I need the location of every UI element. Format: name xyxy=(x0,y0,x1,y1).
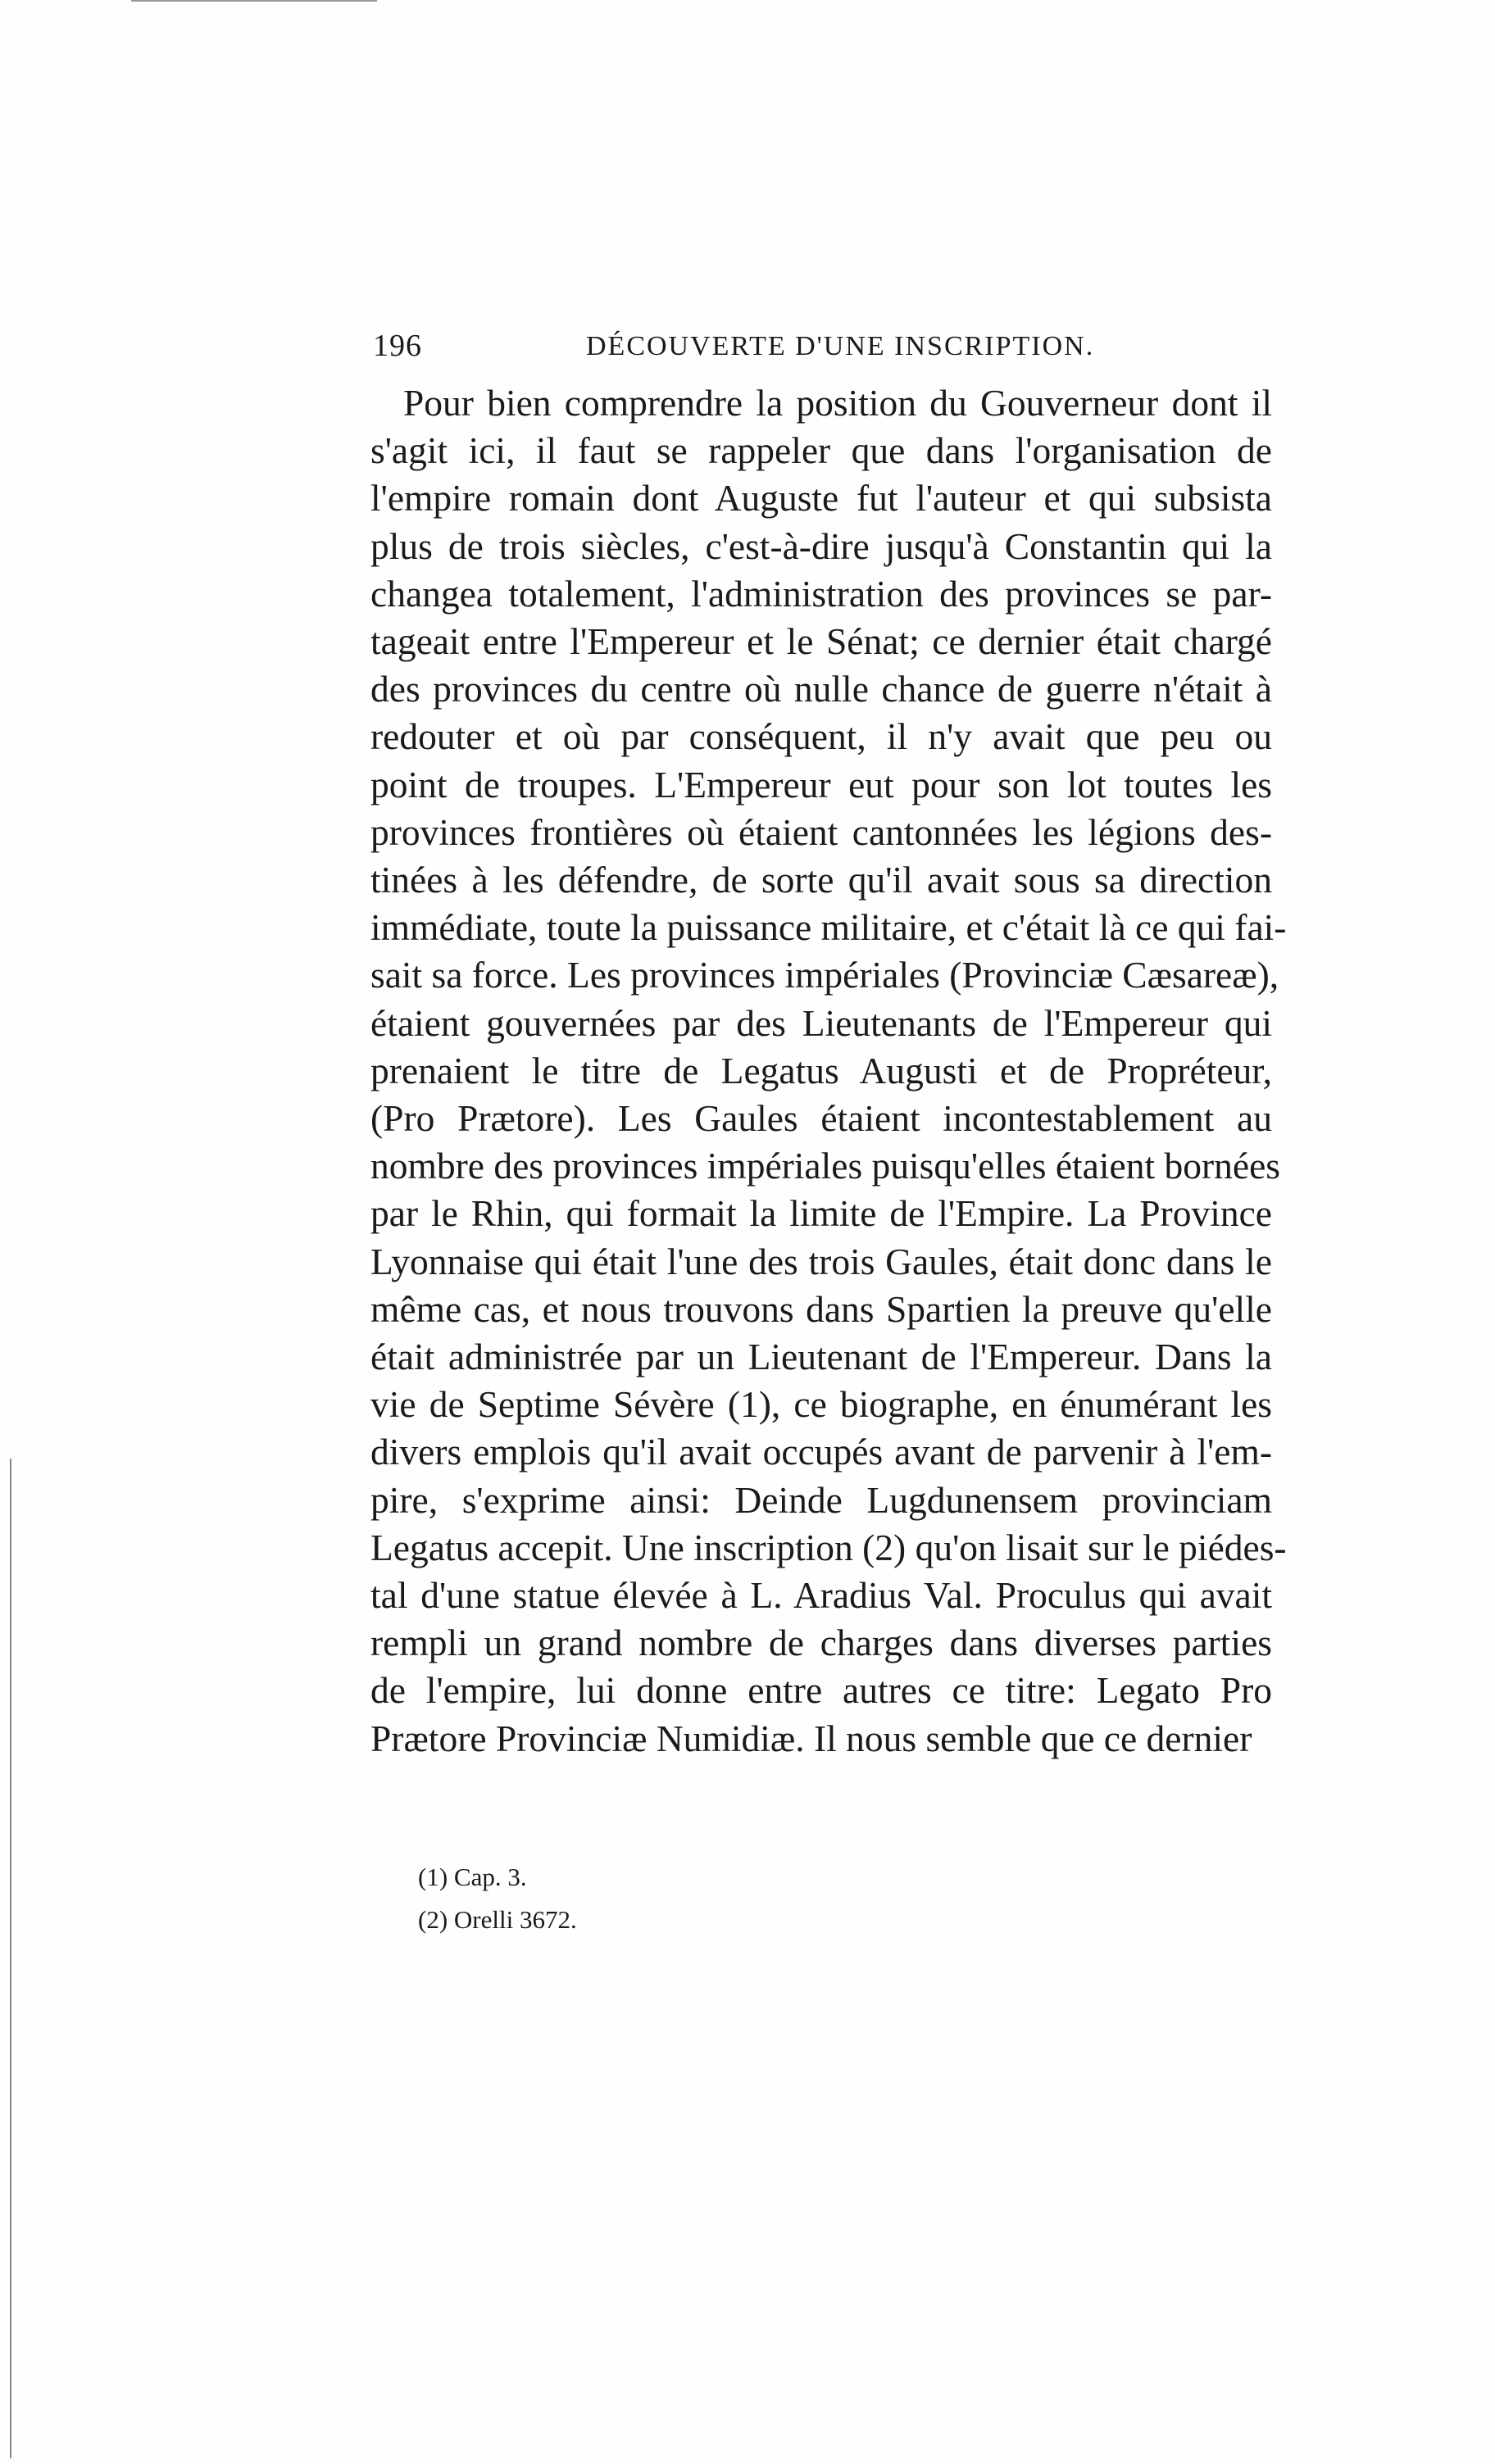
text-line: divers emplois qu'il avait occupés avant de parvenir à l'em- xyxy=(370,1431,1272,1473)
scan-mark-left xyxy=(10,1459,11,2458)
scan-mark-top xyxy=(131,0,377,2)
text-line: des provinces du centre où nulle chance de guerre n'était à xyxy=(370,668,1272,710)
text-line: immédiate, toute la puissance militaire, et c'était là ce qui fai- xyxy=(370,906,1287,949)
running-header xyxy=(373,328,1299,369)
text-line: prenaient le titre de Legatus Augusti et de Propréteur, xyxy=(370,1049,1272,1091)
text-line: vie de Septime Sévère (1), ce biographe, en énumérant les xyxy=(370,1383,1272,1426)
text-line: l'empire romain dont Auguste fut l'auteur et qui subsista xyxy=(370,477,1272,520)
text-line: Pour bien comprendre la position du Gouverneur dont il xyxy=(403,382,1272,424)
text-line: s'agit ici, il faut se rappeler que dans l'organisation de xyxy=(370,429,1272,472)
text-line: Prætore Provinciæ Numidiæ. Il nous semble que ce dernier xyxy=(370,1717,1252,1759)
text-line: de l'empire, lui donne entre autres ce titre: Legato Pro xyxy=(370,1669,1272,1712)
text-line: étaient gouvernées par des Lieutenants de l'Empereur qui xyxy=(370,1001,1272,1044)
text-line: Legatus accepit. Une inscription (2) qu'on lisait sur le piédes- xyxy=(370,1526,1287,1568)
text-line: redouter et où par conséquent, il n'y avait que peu ou xyxy=(370,715,1272,758)
text-line: (Pro Prætore). Les Gaules étaient incontestablement au xyxy=(370,1097,1272,1140)
text-line: Lyonnaise qui était l'une des trois Gaules, était donc dans le xyxy=(370,1240,1272,1282)
text-line: même cas, et nous trouvons dans Spartien la preuve qu'elle xyxy=(370,1287,1272,1330)
body-text xyxy=(370,379,1287,1763)
text-line: sait sa force. Les provinces impériales (Provinciæ Cæsareæ), xyxy=(370,954,1279,996)
text-line: nombre des provinces impériales puisqu'elles étaient bornées xyxy=(370,1145,1280,1187)
text-line: par le Rhin, qui formait la limite de l'Empire. La Province xyxy=(370,1192,1272,1235)
text-line: plus de trois siècles, c'est-à-dire jusqu'à Constantin qui la xyxy=(370,524,1272,567)
text-line: provinces frontières où étaient cantonnées les légions des- xyxy=(370,810,1272,853)
text-line: rempli un grand nombre de charges dans diverses parties xyxy=(370,1622,1272,1664)
running-head-title: DÉCOUVERTE D'UNE INSCRIPTION. xyxy=(586,331,1095,361)
page-number: 196 xyxy=(373,329,422,363)
text-line: tinées à les défendre, de sorte qu'il avait sous sa direction xyxy=(370,859,1272,901)
text-line: pire, s'exprime ainsi: Deinde Lugdunensem provinciam xyxy=(370,1478,1272,1521)
text-line: tageait entre l'Empereur et le Sénat; ce dernier était chargé xyxy=(370,620,1272,663)
footnote-2: (2) Orelli 3672. xyxy=(418,1905,577,1934)
text-line: changea totalement, l'administration des provinces se par- xyxy=(370,572,1272,615)
text-line: tal d'une statue élevée à L. Aradius Val. Proculus qui avait xyxy=(370,1574,1272,1617)
footnote-1: (1) Cap. 3. xyxy=(418,1863,527,1891)
text-line: point de troupes. L'Empereur eut pour son lot toutes les xyxy=(370,763,1272,805)
footnotes xyxy=(418,1856,577,1941)
text-line: était administrée par un Lieutenant de l'Empereur. Dans la xyxy=(370,1336,1272,1378)
